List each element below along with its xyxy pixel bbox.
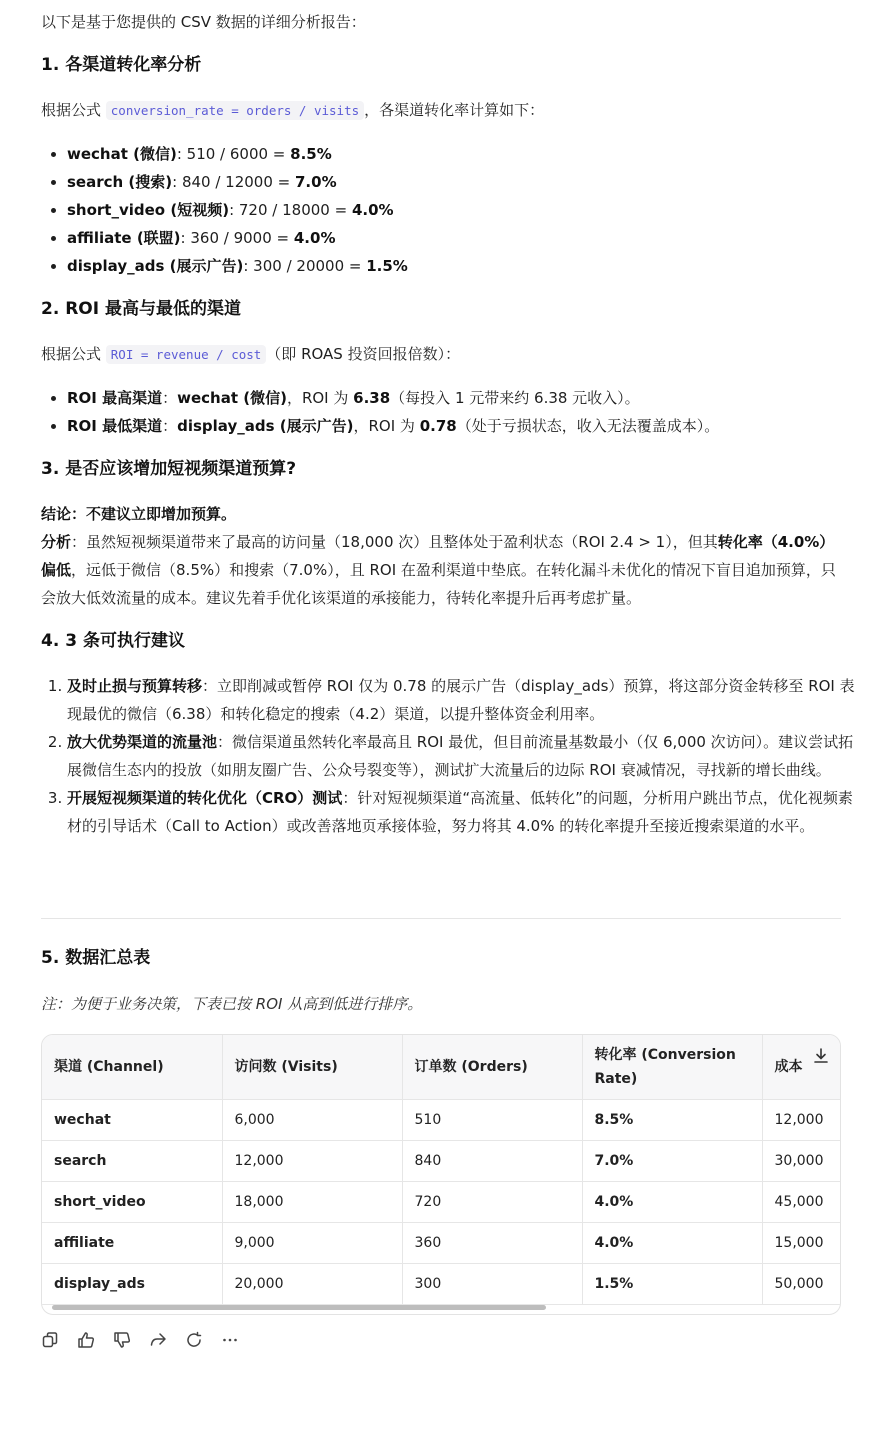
section-5-title: 5. 数据汇总表 <box>41 948 151 968</box>
header-cost: 成本 <box>762 1035 841 1100</box>
rate-value: 7.0% <box>295 173 337 191</box>
section-3-title: 3. 是否应该增加短视频渠道预算? <box>41 459 297 479</box>
channel-name: search (搜索) <box>67 173 173 191</box>
suggestion-text: ：针对短视频渠道“高流量、低转化”的问题，分析用户跳出节点，优化视频素材的引导话术（Call to Action）或改善落地页承接体验，努力将其 4.0% 的转化率提升至接近搜索渠道的水平。 <box>67 789 853 835</box>
intro-text: 以下是基于您提供的 CSV 数据的详细分析报告： <box>41 13 366 31</box>
cell-orders: 720 <box>402 1182 582 1223</box>
calc-text: : 720 / 18000 = <box>229 201 352 219</box>
list-item <box>67 252 408 280</box>
roi-formula-code: ROI = revenue / cost <box>106 345 267 364</box>
cell-orders: 510 <box>402 1100 582 1141</box>
roi-high-channel: wechat (微信) <box>177 389 287 407</box>
list-item <box>67 412 719 440</box>
regenerate-icon[interactable] <box>185 1330 203 1350</box>
cell-cost: 50,000 <box>762 1264 841 1305</box>
roi-list <box>41 384 719 440</box>
analysis-part-a: ：虽然短视频渠道带来了最高的访问量（18,000 次）且整体处于盈利状态（ROI 2.4 > 1），但其 <box>71 533 718 551</box>
suggestion-title: 开展短视频渠道的转化优化（CRO）测试 <box>67 789 343 807</box>
rate-value: 4.0% <box>351 201 394 219</box>
message-actions <box>41 1330 239 1350</box>
suggestion-list <box>41 672 867 840</box>
roi-low-channel: display_ads (展示广告) <box>177 417 354 435</box>
roi-high-value: 6.38 <box>353 389 391 407</box>
list-item <box>67 384 719 412</box>
roi-note: （每投入 1 元带来约 6.38 元收入）。 <box>390 389 640 407</box>
cell-visits: 6,000 <box>222 1100 402 1141</box>
calc-text: : 300 / 20000 = <box>243 257 367 275</box>
formula-prefix: 根据公式 <box>41 101 106 119</box>
summary-table <box>42 1035 841 1305</box>
thumbs-up-icon[interactable] <box>77 1330 95 1350</box>
cell-channel: short_video <box>42 1182 222 1223</box>
roi-text: ，ROI 为 <box>286 389 354 407</box>
list-item <box>67 728 867 784</box>
cell-orders: 840 <box>402 1141 582 1182</box>
cell-channel: wechat <box>42 1100 222 1141</box>
suggestion-title: 及时止损与预算转移 <box>67 677 203 695</box>
suggestion-text: ：微信渠道虽然转化率最高且 ROI 最优，但目前流量基数最小（仅 6,000 次访问）。建议尝试拓展微信生态内的投放（如朋友圈广告、公众号裂变等），测试扩大流量后的边际 ROI 衰减情况，寻找新的增长曲线。 <box>67 733 854 779</box>
divider <box>41 918 841 919</box>
cell-cost: 30,000 <box>762 1141 841 1182</box>
share-icon[interactable] <box>149 1330 167 1350</box>
analysis-label: 分析 <box>41 533 72 551</box>
table-row <box>42 1264 841 1305</box>
thumbs-down-icon[interactable] <box>113 1330 131 1350</box>
analysis-bold: 转化率（4.0%）偏低 <box>41 533 835 579</box>
calc-text: : 840 / 12000 = <box>172 173 295 191</box>
cell-visits: 20,000 <box>222 1264 402 1305</box>
cell-rate: 7.0% <box>582 1141 762 1182</box>
list-item <box>67 224 408 252</box>
list-item <box>67 196 408 224</box>
rate-value: 4.0% <box>293 229 336 247</box>
table-row <box>42 1141 841 1182</box>
section-2-title: 2. ROI 最高与最低的渠道 <box>41 299 241 319</box>
calc-text: : 510 / 6000 = <box>176 145 291 163</box>
section-1-title: 1. 各渠道转化率分析 <box>41 55 202 75</box>
analysis-part-b: ，远低于微信（8.5%）和搜索（7.0%），且 ROI 在盈利渠道中垫底。在转化漏斗未优化的情况下盲目追加预算，只会放大低效流量的成本。建议先着手优化该渠道的承接能力，待转化率提升后再考虑扩量。 <box>41 561 836 607</box>
table-header-row <box>42 1035 841 1100</box>
list-item <box>67 784 867 840</box>
cell-cost: 45,000 <box>762 1182 841 1223</box>
channel-name: affiliate (联盟) <box>67 229 181 247</box>
cell-channel: display_ads <box>42 1264 222 1305</box>
list-item <box>67 672 867 728</box>
suggestion-text: ：立即削减或暂停 ROI 仅为 0.78 的展示广告（display_ads）预算，将这部分资金转移至 ROI 表现最优的微信（6.38）和转化稳定的搜索（4.2）渠道，以提升整体资金利用率。 <box>67 677 855 723</box>
table-row <box>42 1100 841 1141</box>
separator: ： <box>162 417 178 435</box>
conversion-formula-code: conversion_rate = orders / visits <box>106 101 364 120</box>
cell-rate: 4.0% <box>582 1223 762 1264</box>
section-4-title: 4. 3 条可执行建议 <box>41 631 185 651</box>
conversion-list <box>41 140 408 280</box>
cell-cost: 12,000 <box>762 1100 841 1141</box>
channel-name: wechat (微信) <box>67 145 177 163</box>
conversion-formula-line <box>41 96 544 125</box>
roi-low-value: 0.78 <box>419 417 457 435</box>
table-row <box>42 1223 841 1264</box>
roi-text: ，ROI 为 <box>353 417 420 435</box>
channel-name: display_ads (展示广告) <box>67 257 244 275</box>
cell-visits: 9,000 <box>222 1223 402 1264</box>
formula-suffix: ，各渠道转化率计算如下： <box>364 101 545 119</box>
more-icon[interactable] <box>221 1330 239 1350</box>
list-item <box>67 140 408 168</box>
cell-channel: search <box>42 1141 222 1182</box>
cell-cost: 15,000 <box>762 1223 841 1264</box>
cell-channel: affiliate <box>42 1223 222 1264</box>
header-visits: 访问数 (Visits) <box>222 1035 402 1100</box>
cell-visits: 18,000 <box>222 1182 402 1223</box>
rate-value: 1.5% <box>366 257 408 275</box>
cell-orders: 300 <box>402 1264 582 1305</box>
summary-table-container[interactable] <box>41 1034 841 1315</box>
cell-orders: 360 <box>402 1223 582 1264</box>
table-row <box>42 1182 841 1223</box>
header-orders: 订单数 (Orders) <box>402 1035 582 1100</box>
formula-prefix: 根据公式 <box>41 345 106 363</box>
table-note: 注：为便于业务决策，下表已按 ROI 从高到低进行排序。 <box>41 995 423 1013</box>
header-channel: 渠道 (Channel) <box>42 1035 222 1100</box>
roi-high-label: ROI 最高渠道 <box>67 389 163 407</box>
separator: ： <box>162 389 178 407</box>
conclusion-bold: 结论：不建议立即增加预算。 <box>41 505 237 523</box>
roi-low-label: ROI 最低渠道 <box>67 417 163 435</box>
rate-value: 8.5% <box>290 145 332 163</box>
download-icon[interactable] <box>812 1047 830 1065</box>
conclusion-text <box>41 500 236 528</box>
roi-formula-line <box>41 340 460 369</box>
formula-suffix: （即 ROAS 投资回报倍数）： <box>266 345 461 363</box>
cell-rate: 8.5% <box>582 1100 762 1141</box>
header-conversion-rate: 转化率 (Conversion Rate) <box>582 1035 762 1100</box>
horizontal-scrollbar[interactable] <box>52 1305 546 1310</box>
cell-rate: 1.5% <box>582 1264 762 1305</box>
calc-text: : 360 / 9000 = <box>180 229 294 247</box>
roi-note: （处于亏损状态，收入无法覆盖成本）。 <box>456 417 720 435</box>
suggestion-title: 放大优势渠道的流量池 <box>67 733 218 751</box>
list-item <box>67 168 408 196</box>
cell-rate: 4.0% <box>582 1182 762 1223</box>
channel-name: short_video (短视频) <box>67 201 230 219</box>
copy-icon[interactable] <box>41 1330 59 1350</box>
cell-visits: 12,000 <box>222 1141 402 1182</box>
analysis-text <box>41 528 841 612</box>
